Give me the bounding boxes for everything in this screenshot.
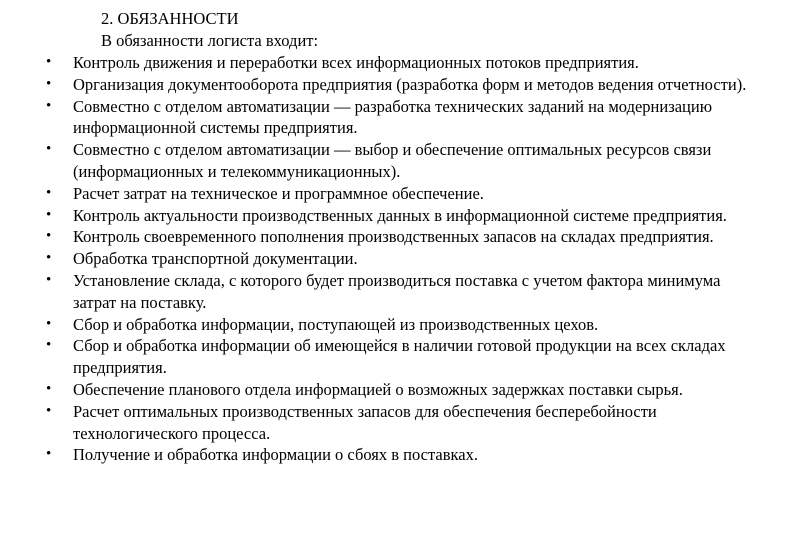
list-item [0,379,786,401]
bullet-icon: • [46,75,52,92]
bullet-icon: • [46,250,52,267]
list-item-text: Получение и обработка информации о сбоях в поставках. [73,445,478,465]
list-item [0,139,786,183]
list-item [0,444,786,466]
list-item [0,248,786,270]
bullet-icon: • [46,184,52,201]
list-item [0,52,786,74]
bullet-icon: • [46,271,52,288]
bullet-icon: • [46,54,52,70]
bullet-icon: • [46,97,52,114]
list-item-text: Сбор и обработка информации об имеющейся в наличии готовой продукции на всех складах предприятия. [73,336,726,378]
list-item [0,335,786,379]
list-item-text: Расчет оптимальных производственных запасов для обеспечения бесперебойности технологического процесса. [73,401,657,443]
list-item-text: Обработка транспортной документации. [73,249,358,269]
list-item-text: Организация документооборота предприятия (разработка форм и методов ведения отчетности). [73,74,747,94]
list-item-text: Совместно с отделом автоматизации — выбор и обеспечение оптимальных ресурсов связи (информационных и телекоммуникационных). [73,140,712,181]
list-item [0,96,786,140]
list-item [0,74,786,96]
bullet-icon: • [46,337,52,354]
list-item [0,226,786,248]
list-item [0,183,786,205]
bullet-icon: • [46,380,52,397]
bullet-icon: • [46,402,52,419]
list-item-text: Установление склада, с которого будет производиться поставка с учетом фактора минимума затрат на поставку. [73,270,721,312]
list-item-text: Сбор и обработка информации, поступающей из производственных цехов. [73,314,599,334]
bullet-icon: • [46,446,52,463]
intro-text: В обязанности логиста входит: [101,31,319,50]
list-item [0,205,786,227]
bullet-icon: • [46,228,52,245]
list-item-text: Контроль движения и переработки всех информационных потоков предприятия. [73,53,639,72]
section-heading: 2. ОБЯЗАННОСТИ [101,9,239,28]
list-item-text: Обеспечение планового отдела информацией о возможных задержках поставки сырья. [73,379,683,399]
list-item-text: Совместно с отделом автоматизации — разработка технических заданий на модернизацию информационной системы предприятия. [73,96,713,138]
duties-list [0,52,786,466]
bullet-icon: • [46,315,52,332]
list-item [0,270,786,314]
list-item-text: Контроль своевременного пополнения производственных запасов на складах предприятия. [73,227,714,247]
bullet-icon: • [46,141,52,158]
bullet-icon: • [46,206,52,223]
list-item [0,314,786,336]
list-item-text: Расчет затрат на техническое и программное обеспечение. [73,183,484,203]
list-item [0,401,786,445]
list-item-text: Контроль актуальности производственных данных в информационной системе предприятия. [73,205,727,225]
